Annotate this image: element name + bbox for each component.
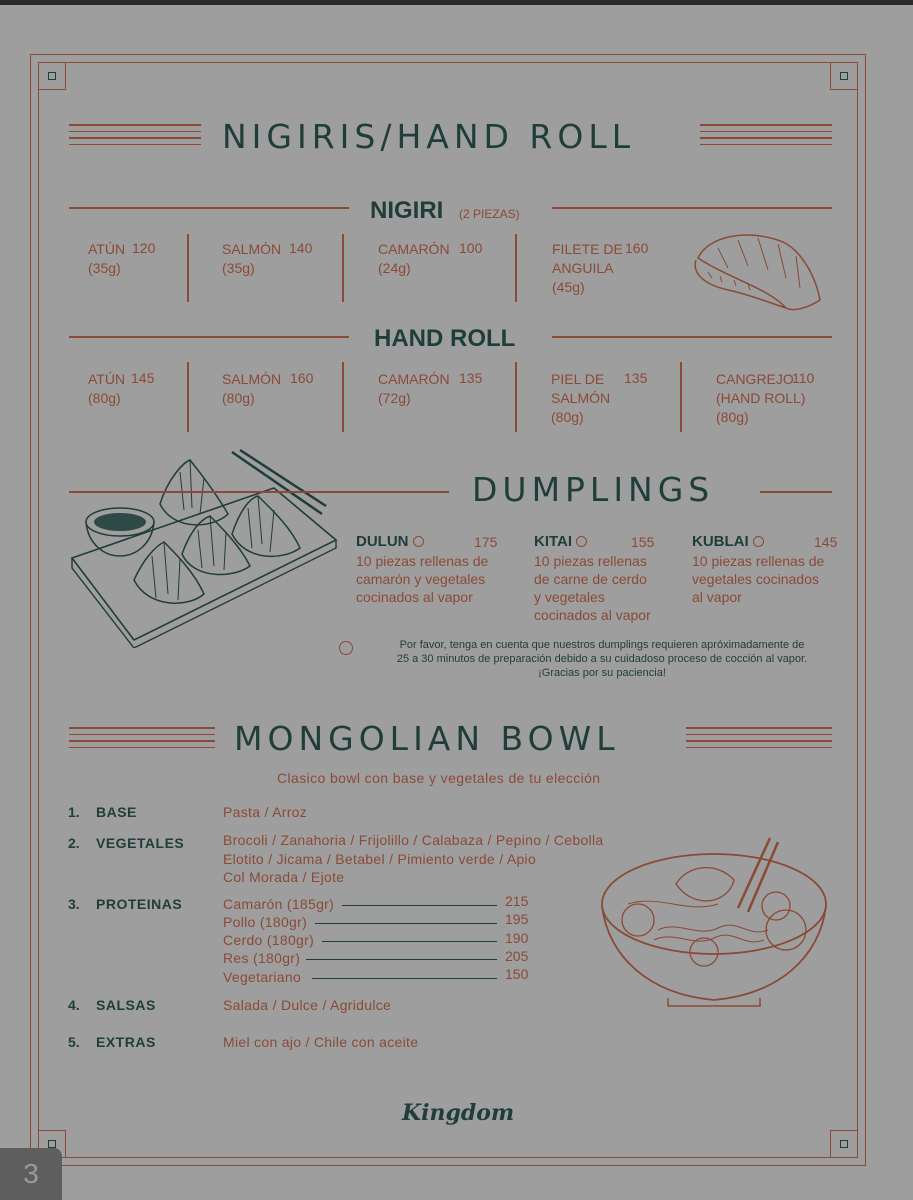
item-price: 100 bbox=[459, 240, 483, 256]
timer-icon bbox=[576, 536, 587, 547]
divider bbox=[760, 491, 832, 493]
desc-line: 10 piezas rellenas de bbox=[692, 553, 825, 569]
item-price: 110 bbox=[792, 370, 815, 386]
item-name-line2: (HAND ROLL) bbox=[716, 390, 806, 406]
title-ornament-lines bbox=[69, 727, 215, 751]
title-ornament-lines bbox=[700, 124, 832, 148]
divider bbox=[69, 207, 349, 209]
dumpling-name-row bbox=[534, 533, 587, 550]
leader-line bbox=[342, 905, 497, 906]
dumpling-description bbox=[534, 552, 651, 624]
section-label: BASE bbox=[96, 804, 137, 820]
item-price: 160 bbox=[290, 370, 314, 386]
item-weight: (80g) bbox=[551, 409, 584, 425]
divider bbox=[69, 336, 349, 338]
desc-line: cocinados al vapor bbox=[356, 589, 473, 605]
note-line: Por favor, tenga en cuenta que nuestros dumplings requieren apróximadamente de bbox=[399, 639, 805, 651]
column-divider bbox=[187, 362, 189, 432]
item-weight: (80g) bbox=[716, 409, 749, 425]
nigiri-heading: NIGIRI bbox=[370, 197, 444, 224]
dumplings-title: DUMPLINGS bbox=[472, 470, 715, 509]
item-price: 145 bbox=[131, 370, 155, 386]
item-price: 120 bbox=[132, 240, 156, 256]
options-line: Elotito / Jicama / Betabel / Pimiento verde / Apio bbox=[223, 850, 537, 867]
item-price: 135 bbox=[459, 370, 483, 386]
item-name: SALMÓN bbox=[222, 241, 282, 257]
note-line: 25 a 30 minutos de preparación debido a su cuidadoso proceso de cocción al vapor. bbox=[396, 653, 808, 665]
options-line: Brocoli / Zanahoria / Frijolillo / Calabaza / Pepino / Cebolla bbox=[223, 832, 604, 848]
note-line: ¡Gracias por su paciencia! bbox=[538, 667, 666, 679]
section-number: 4. bbox=[68, 997, 80, 1013]
protein-row: Vegetariano bbox=[223, 969, 302, 985]
section-options: Miel con ajo / Chile con aceite bbox=[223, 1034, 419, 1050]
item-name: CAMARÓN bbox=[378, 371, 450, 387]
nigiri-piece-note: (2 PIEZAS) bbox=[459, 207, 520, 221]
protein-price: 195 bbox=[505, 911, 529, 927]
dumpling-name: KUBLAI bbox=[692, 533, 749, 550]
column-divider bbox=[342, 234, 344, 302]
section-label: PROTEINAS bbox=[96, 896, 183, 912]
protein-price: 150 bbox=[505, 966, 529, 982]
protein-price: 190 bbox=[505, 930, 529, 946]
item-name: FILETE DE bbox=[552, 241, 623, 257]
desc-line: vegetales cocinados bbox=[692, 571, 819, 587]
section-options: Pasta / Arroz bbox=[223, 804, 308, 820]
item-weight: (35g) bbox=[222, 260, 255, 276]
title-ornament-lines bbox=[69, 124, 201, 148]
divider bbox=[552, 207, 832, 209]
dumpling-name-row bbox=[692, 533, 764, 550]
item-name: PIEL DE bbox=[551, 371, 605, 387]
section-label: VEGETALES bbox=[96, 835, 185, 851]
top-bar bbox=[0, 0, 913, 5]
mongolian-bowl-illustration bbox=[598, 834, 834, 1010]
mongolian-bowl-subtitle: Clasico bowl con base y vegetales de tu elección bbox=[277, 770, 601, 786]
column-divider bbox=[515, 234, 517, 302]
item-weight: (80g) bbox=[222, 390, 255, 406]
dumpling-name-row bbox=[356, 533, 424, 550]
item-name-line2: ANGUILA bbox=[552, 260, 614, 276]
timer-icon bbox=[753, 536, 764, 547]
dumpling-price: 175 bbox=[474, 534, 498, 550]
item-price: 135 bbox=[624, 370, 648, 386]
section-number: 1. bbox=[68, 804, 80, 820]
kingdom-logo: Kingdom bbox=[402, 1100, 515, 1126]
desc-line: camarón y vegetales bbox=[356, 571, 486, 587]
desc-line: 10 piezas rellenas de bbox=[356, 553, 489, 569]
dumpling-price: 155 bbox=[631, 534, 655, 550]
corner-ornament bbox=[830, 1130, 858, 1158]
column-divider bbox=[187, 234, 189, 302]
column-divider bbox=[515, 362, 517, 432]
protein-price: 215 bbox=[505, 893, 529, 909]
protein-row: Pollo (180gr) bbox=[223, 914, 308, 930]
title-ornament-lines bbox=[686, 727, 832, 751]
item-weight: (35g) bbox=[88, 260, 121, 276]
section-number: 3. bbox=[68, 896, 80, 912]
leader-line bbox=[306, 959, 497, 960]
section-label: SALSAS bbox=[96, 997, 156, 1013]
desc-line: y vegetales bbox=[534, 589, 605, 605]
mongolian-bowl-title: MONGOLIAN BOWL bbox=[234, 719, 620, 758]
hand-roll-heading: HAND ROLL bbox=[374, 325, 516, 352]
item-name: ATÚN bbox=[88, 241, 126, 257]
item-name: CAMARÓN bbox=[378, 241, 450, 257]
item-weight: (24g) bbox=[378, 260, 411, 276]
divider bbox=[552, 336, 832, 338]
dumpling-price: 145 bbox=[814, 534, 838, 550]
section-options bbox=[223, 831, 603, 887]
page-number-badge: 3 bbox=[0, 1148, 62, 1200]
item-weight: (72g) bbox=[378, 390, 411, 406]
item-price: 140 bbox=[289, 240, 313, 256]
item-name-line2: SALMÓN bbox=[551, 390, 611, 406]
timer-icon bbox=[339, 641, 353, 655]
section-number: 5. bbox=[68, 1034, 80, 1050]
corner-ornament bbox=[830, 62, 858, 90]
item-weight: (80g) bbox=[88, 390, 121, 406]
options-line: Col Morada / Ejote bbox=[223, 869, 345, 885]
dumpling-name: KITAI bbox=[534, 533, 573, 550]
protein-row: Camarón (185gr) bbox=[223, 896, 335, 912]
protein-row: Cerdo (180gr) bbox=[223, 932, 315, 948]
item-price: 160 bbox=[625, 240, 649, 256]
section-label: EXTRAS bbox=[96, 1034, 156, 1050]
section-options: Salada / Dulce / Agridulce bbox=[223, 997, 392, 1013]
nigiris-title: NIGIRIS/HAND ROLL bbox=[222, 117, 636, 156]
dumpling-description bbox=[356, 552, 488, 606]
leader-line bbox=[322, 941, 497, 942]
item-name: ATÚN bbox=[88, 371, 126, 387]
dumpling-description bbox=[692, 552, 824, 606]
corner-ornament bbox=[38, 62, 66, 90]
desc-line: 10 piezas rellenas bbox=[534, 553, 647, 569]
item-name: SALMÓN bbox=[222, 371, 282, 387]
dumplings-preparation-note bbox=[358, 638, 846, 680]
item-weight: (45g) bbox=[552, 279, 585, 295]
timer-icon bbox=[413, 536, 424, 547]
column-divider bbox=[342, 362, 344, 432]
desc-line: cocinados al vapor bbox=[534, 607, 651, 623]
item-name: CANGREJO bbox=[716, 371, 794, 387]
column-divider bbox=[680, 362, 682, 432]
nigiri-illustration bbox=[688, 228, 824, 316]
protein-row: Res (180gr) bbox=[223, 950, 301, 966]
leader-line bbox=[312, 978, 497, 979]
desc-line: de carne de cerdo bbox=[534, 571, 647, 587]
dumplings-illustration bbox=[64, 448, 344, 648]
desc-line: al vapor bbox=[692, 589, 742, 605]
dumpling-name: DULUN bbox=[356, 533, 409, 550]
leader-line bbox=[315, 923, 497, 924]
divider bbox=[69, 491, 449, 493]
protein-price: 205 bbox=[505, 948, 529, 964]
section-number: 2. bbox=[68, 835, 80, 851]
